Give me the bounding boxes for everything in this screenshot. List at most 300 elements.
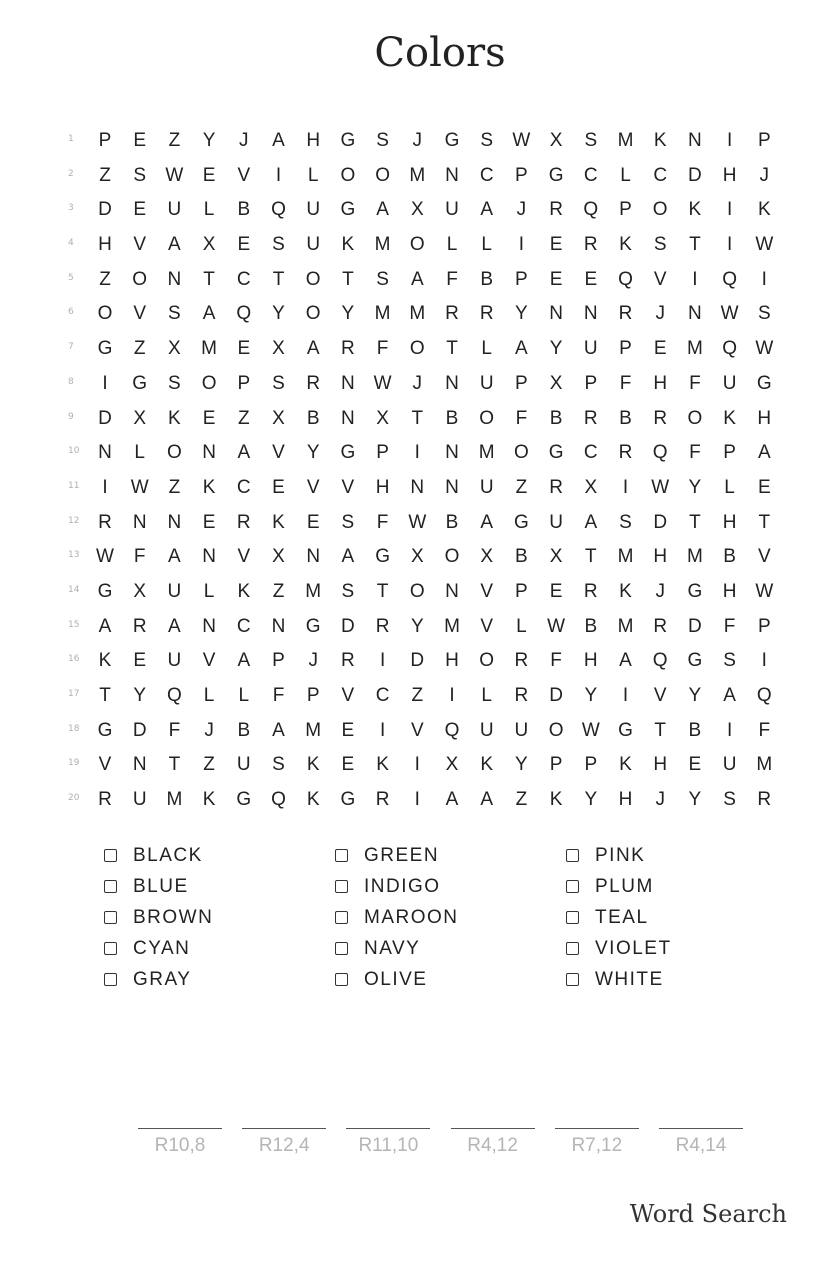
grid-cell[interactable]: H [375, 476, 390, 498]
grid-cell[interactable]: H [722, 580, 737, 602]
grid-cell[interactable]: Z [133, 338, 146, 360]
grid-cell[interactable]: H [445, 650, 459, 672]
grid-cell[interactable]: Q [722, 338, 737, 360]
grid-cell[interactable]: H [306, 130, 321, 151]
grid-cell[interactable]: N [132, 754, 147, 776]
grid-cell[interactable]: U [167, 580, 182, 602]
grid-cell[interactable]: F [133, 546, 146, 568]
grid-cell[interactable]: Q [652, 442, 668, 464]
grid-cell[interactable]: H [618, 789, 633, 811]
grid-cell[interactable]: R [618, 442, 633, 464]
grid-cell[interactable]: F [758, 719, 771, 741]
grid-cell[interactable]: I [726, 199, 733, 221]
grid-cell[interactable]: V [237, 546, 251, 568]
grid-cell[interactable]: V [202, 650, 216, 672]
grid-cell[interactable]: T [342, 268, 354, 290]
grid-cell[interactable]: P [376, 442, 389, 464]
grid-cell[interactable]: A [306, 338, 320, 360]
checkbox-icon[interactable] [104, 973, 117, 986]
grid-cell[interactable]: B [306, 407, 320, 429]
grid-cell[interactable]: M [756, 754, 773, 776]
grid-cell[interactable]: U [722, 754, 737, 776]
grid-cell[interactable]: L [516, 615, 527, 637]
grid-cell[interactable]: E [549, 268, 563, 290]
checkbox-icon[interactable] [566, 849, 579, 862]
grid-cell[interactable]: E [202, 407, 216, 429]
grid-cell[interactable]: P [757, 130, 771, 151]
grid-cell[interactable]: C [583, 164, 598, 186]
grid-cell[interactable]: W [720, 303, 739, 325]
grid-cell[interactable]: E [237, 338, 251, 360]
grid-cell[interactable]: X [410, 546, 424, 568]
grid-cell[interactable]: B [480, 268, 494, 290]
grid-cell[interactable]: I [379, 650, 386, 672]
grid-cell[interactable]: U [479, 372, 494, 394]
grid-cell[interactable]: D [98, 199, 112, 221]
checkbox-icon[interactable] [335, 849, 348, 862]
grid-cell[interactable]: B [688, 719, 702, 741]
grid-cell[interactable]: F [723, 615, 736, 637]
grid-cell[interactable]: K [272, 511, 285, 533]
grid-cell[interactable]: X [549, 130, 563, 151]
grid-cell[interactable]: I [102, 476, 108, 498]
grid-cell[interactable]: L [724, 476, 735, 498]
grid-cell[interactable]: R [757, 789, 772, 811]
grid-cell[interactable]: G [340, 130, 356, 151]
grid-cell[interactable]: Q [167, 685, 182, 706]
grid-cell[interactable]: R [583, 580, 598, 602]
grid-cell[interactable]: J [204, 719, 214, 741]
grid-cell[interactable]: F [689, 442, 701, 464]
grid-cell[interactable]: K [688, 199, 702, 221]
word-item[interactable] [104, 933, 324, 964]
grid-cell[interactable]: E [341, 754, 355, 776]
grid-cell[interactable]: X [202, 234, 216, 256]
grid-cell[interactable]: H [722, 164, 737, 186]
grid-cell[interactable]: W [547, 615, 566, 637]
grid-cell[interactable]: O [479, 407, 495, 429]
grid-cell[interactable]: L [307, 164, 319, 186]
grid-cell[interactable]: V [480, 580, 494, 602]
grid-cell[interactable]: Y [341, 303, 355, 325]
checkbox-icon[interactable] [335, 911, 348, 924]
grid-cell[interactable]: Q [618, 268, 633, 290]
grid-cell[interactable]: R [653, 407, 668, 429]
grid-cell[interactable]: A [619, 650, 632, 672]
grid-cell[interactable]: S [341, 580, 355, 602]
grid-cell[interactable]: A [272, 130, 285, 151]
grid-cell[interactable]: S [168, 372, 181, 394]
grid-cell[interactable]: G [340, 442, 356, 464]
word-item[interactable] [335, 902, 555, 933]
grid-cell[interactable]: B [723, 546, 736, 568]
grid-cell[interactable]: T [168, 754, 181, 776]
grid-cell[interactable]: Q [583, 199, 599, 221]
grid-cell[interactable]: C [479, 164, 494, 186]
grid-cell[interactable]: Q [652, 650, 668, 672]
grid-cell[interactable]: Y [133, 685, 147, 706]
grid-cell[interactable]: B [619, 407, 632, 429]
grid-cell[interactable]: A [480, 511, 494, 533]
grid-cell[interactable]: O [514, 442, 529, 464]
grid-cell[interactable]: O [340, 164, 356, 186]
grid-cell[interactable]: G [375, 546, 390, 568]
grid-cell[interactable]: P [515, 268, 528, 290]
grid-cell[interactable]: V [133, 234, 147, 256]
grid-cell[interactable]: E [306, 511, 320, 533]
grid-cell[interactable]: Y [549, 338, 563, 360]
grid-cell[interactable]: U [306, 234, 321, 256]
answer-slot[interactable] [242, 1128, 326, 1157]
grid-cell[interactable]: H [98, 234, 112, 256]
grid-cell[interactable]: K [619, 754, 632, 776]
grid-cell[interactable]: T [376, 580, 389, 602]
grid-cell[interactable]: P [723, 442, 736, 464]
grid-cell[interactable]: G [305, 615, 321, 637]
grid-cell[interactable]: K [202, 476, 216, 498]
grid-cell[interactable]: U [445, 199, 459, 221]
grid-cell[interactable]: I [761, 650, 767, 672]
grid-cell[interactable]: P [98, 130, 112, 151]
grid-cell[interactable]: U [306, 199, 321, 221]
grid-cell[interactable]: E [133, 130, 147, 151]
grid-cell[interactable]: R [618, 303, 633, 325]
grid-cell[interactable]: R [583, 407, 598, 429]
grid-cell[interactable]: I [414, 789, 420, 811]
grid-cell[interactable]: B [584, 615, 598, 637]
grid-cell[interactable]: R [236, 511, 251, 533]
grid-cell[interactable]: U [479, 719, 494, 741]
grid-cell[interactable]: X [445, 754, 459, 776]
grid-cell[interactable]: M [305, 580, 322, 602]
grid-cell[interactable]: E [757, 476, 771, 498]
grid-cell[interactable]: W [165, 164, 184, 186]
grid-cell[interactable]: M [374, 234, 391, 256]
grid-cell[interactable]: A [757, 442, 771, 464]
grid-cell[interactable]: N [306, 546, 321, 568]
grid-cell[interactable]: L [446, 234, 458, 256]
grid-cell[interactable]: E [341, 719, 355, 741]
grid-cell[interactable]: W [755, 580, 774, 602]
grid-cell[interactable]: Y [202, 130, 216, 151]
grid-cell[interactable]: L [481, 685, 492, 706]
grid-cell[interactable]: K [202, 789, 216, 811]
grid-cell[interactable]: V [653, 685, 667, 706]
grid-cell[interactable]: R [445, 303, 459, 325]
grid-cell[interactable]: T [689, 511, 701, 533]
grid-cell[interactable]: L [203, 685, 215, 706]
grid-cell[interactable]: L [203, 580, 215, 602]
grid-cell[interactable]: K [653, 130, 667, 151]
grid-cell[interactable]: M [617, 615, 634, 637]
grid-cell[interactable]: W [581, 719, 600, 741]
grid-cell[interactable]: S [653, 234, 667, 256]
grid-cell[interactable]: S [723, 789, 736, 811]
grid-cell[interactable]: V [480, 615, 494, 637]
grid-cell[interactable]: X [133, 407, 147, 429]
grid-cell[interactable]: O [444, 546, 460, 568]
grid-cell[interactable]: K [376, 754, 389, 776]
grid-cell[interactable]: U [167, 199, 182, 221]
grid-cell[interactable]: V [237, 164, 251, 186]
grid-cell[interactable]: R [514, 685, 529, 706]
grid-cell[interactable]: Z [99, 164, 111, 186]
grid-cell[interactable]: A [168, 615, 181, 637]
grid-cell[interactable]: Y [688, 476, 702, 498]
grid-cell[interactable]: U [514, 719, 529, 741]
grid-cell[interactable]: N [202, 442, 216, 464]
grid-cell[interactable]: N [98, 442, 112, 464]
grid-cell[interactable]: A [168, 234, 181, 256]
grid-cell[interactable]: R [132, 615, 147, 637]
grid-cell[interactable]: W [96, 546, 114, 568]
grid-cell[interactable]: G [687, 650, 703, 672]
grid-cell[interactable]: S [133, 164, 147, 186]
grid-cell[interactable]: I [726, 130, 733, 151]
grid-cell[interactable]: Q [722, 268, 737, 290]
grid-cell[interactable]: K [306, 789, 320, 811]
grid-cell[interactable]: M [409, 164, 426, 186]
grid-cell[interactable]: T [446, 338, 458, 360]
grid-cell[interactable]: P [237, 372, 251, 394]
word-item[interactable] [335, 933, 555, 964]
grid-cell[interactable]: F [550, 650, 562, 672]
word-item[interactable] [566, 871, 786, 902]
word-item[interactable] [566, 840, 786, 871]
grid-cell[interactable]: M [374, 303, 391, 325]
grid-cell[interactable]: D [688, 164, 702, 186]
grid-cell[interactable]: V [341, 476, 355, 498]
grid-cell[interactable]: V [341, 685, 355, 706]
grid-cell[interactable]: A [480, 789, 494, 811]
grid-cell[interactable]: R [549, 476, 563, 498]
word-item[interactable] [335, 964, 555, 995]
grid-cell[interactable]: T [203, 268, 215, 290]
grid-cell[interactable]: P [549, 754, 563, 776]
grid-cell[interactable]: H [722, 511, 737, 533]
grid-cell[interactable]: S [341, 511, 355, 533]
grid-cell[interactable]: T [584, 546, 597, 568]
grid-cell[interactable]: P [584, 372, 598, 394]
grid-cell[interactable]: K [168, 407, 181, 429]
grid-cell[interactable]: K [98, 650, 112, 672]
grid-cell[interactable]: Q [756, 685, 772, 706]
grid-cell[interactable]: M [686, 546, 703, 568]
grid-cell[interactable]: M [478, 442, 495, 464]
grid-cell[interactable]: A [272, 719, 285, 741]
grid-cell[interactable]: L [620, 164, 631, 186]
grid-cell[interactable]: S [480, 130, 494, 151]
grid-cell[interactable]: A [376, 199, 389, 221]
grid-cell[interactable]: X [133, 580, 147, 602]
grid-cell[interactable]: U [132, 789, 147, 811]
grid-cell[interactable]: U [722, 372, 737, 394]
grid-cell[interactable]: P [306, 685, 320, 706]
grid-cell[interactable]: X [376, 407, 389, 429]
grid-cell[interactable]: I [622, 685, 629, 706]
grid-cell[interactable]: Z [168, 476, 181, 498]
answer-slot[interactable] [659, 1128, 743, 1157]
grid-cell[interactable]: E [202, 511, 216, 533]
grid-cell[interactable]: D [341, 615, 355, 637]
grid-cell[interactable]: X [168, 338, 181, 360]
grid-cell[interactable]: I [449, 685, 455, 706]
grid-cell[interactable]: M [686, 338, 703, 360]
grid-cell[interactable]: H [757, 407, 772, 429]
grid-cell[interactable]: J [239, 130, 249, 151]
grid-cell[interactable]: O [305, 303, 321, 325]
grid-cell[interactable]: G [618, 719, 633, 741]
grid-cell[interactable]: R [479, 303, 494, 325]
grid-cell[interactable]: L [238, 685, 250, 706]
grid-cell[interactable]: F [272, 685, 285, 706]
grid-cell[interactable]: V [306, 476, 320, 498]
grid-cell[interactable]: J [516, 199, 527, 221]
grid-cell[interactable]: G [687, 580, 703, 602]
grid-cell[interactable]: N [167, 268, 182, 290]
grid-cell[interactable]: Y [688, 789, 702, 811]
grid-cell[interactable]: U [583, 338, 598, 360]
grid-cell[interactable]: X [272, 407, 285, 429]
grid-cell[interactable]: X [410, 199, 424, 221]
grid-cell[interactable]: N [583, 303, 598, 325]
grid-cell[interactable]: Z [515, 476, 528, 498]
grid-cell[interactable]: E [133, 650, 147, 672]
grid-cell[interactable]: O [479, 650, 495, 672]
grid-cell[interactable]: R [375, 789, 390, 811]
grid-cell[interactable]: J [655, 303, 665, 325]
grid-cell[interactable]: O [409, 580, 425, 602]
grid-cell[interactable]: M [617, 546, 634, 568]
grid-cell[interactable]: K [306, 754, 320, 776]
grid-cell[interactable]: R [653, 615, 668, 637]
grid-cell[interactable]: G [97, 580, 113, 602]
grid-cell[interactable]: O [548, 719, 564, 741]
grid-cell[interactable]: K [757, 199, 771, 221]
grid-cell[interactable]: T [654, 719, 666, 741]
grid-cell[interactable]: S [168, 303, 181, 325]
grid-cell[interactable]: N [549, 303, 563, 325]
grid-cell[interactable]: Z [515, 789, 528, 811]
grid-cell[interactable]: A [445, 789, 459, 811]
grid-cell[interactable]: A [341, 546, 355, 568]
grid-cell[interactable]: H [583, 650, 598, 672]
grid-cell[interactable]: L [481, 338, 492, 360]
grid-cell[interactable]: N [445, 372, 459, 394]
grid-cell[interactable]: O [409, 338, 425, 360]
grid-cell[interactable]: Z [237, 407, 250, 429]
grid-cell[interactable]: N [167, 511, 182, 533]
grid-cell[interactable]: A [237, 650, 251, 672]
grid-cell[interactable]: H [653, 372, 668, 394]
grid-cell[interactable]: G [132, 372, 148, 394]
grid-cell[interactable]: S [757, 303, 771, 325]
grid-cell[interactable]: A [723, 685, 736, 706]
grid-cell[interactable]: X [272, 546, 285, 568]
grid-cell[interactable]: W [651, 476, 670, 498]
grid-cell[interactable]: F [515, 407, 528, 429]
grid-cell[interactable]: Z [203, 754, 215, 776]
grid-cell[interactable]: M [201, 338, 217, 360]
grid-cell[interactable]: W [408, 511, 427, 533]
grid-cell[interactable]: J [655, 789, 665, 811]
grid-cell[interactable]: W [130, 476, 149, 498]
grid-cell[interactable]: K [237, 580, 251, 602]
word-item[interactable] [104, 902, 324, 933]
grid-cell[interactable]: C [236, 615, 251, 637]
word-item[interactable] [566, 933, 786, 964]
grid-cell[interactable]: P [584, 754, 598, 776]
word-item[interactable] [104, 964, 324, 995]
grid-cell[interactable]: E [549, 580, 563, 602]
grid-cell[interactable]: D [132, 719, 147, 741]
grid-cell[interactable]: F [689, 372, 701, 394]
checkbox-icon[interactable] [566, 973, 579, 986]
word-item[interactable] [566, 902, 786, 933]
grid-cell[interactable]: J [412, 372, 423, 394]
grid-cell[interactable]: R [341, 650, 355, 672]
grid-cell[interactable]: I [414, 754, 420, 776]
grid-cell[interactable]: I [622, 476, 629, 498]
grid-cell[interactable]: N [202, 546, 216, 568]
grid-cell[interactable]: C [375, 685, 390, 706]
grid-cell[interactable]: K [619, 580, 632, 602]
grid-cell[interactable]: I [379, 719, 386, 741]
grid-cell[interactable]: O [97, 303, 113, 325]
grid-cell[interactable]: G [97, 719, 113, 741]
grid-cell[interactable]: R [375, 615, 390, 637]
grid-cell[interactable]: D [653, 511, 668, 533]
grid-cell[interactable]: T [411, 407, 424, 429]
grid-cell[interactable]: T [758, 511, 771, 533]
grid-cell[interactable]: K [619, 234, 632, 256]
grid-cell[interactable]: E [237, 234, 251, 256]
grid-cell[interactable]: G [548, 442, 564, 464]
checkbox-icon[interactable] [566, 942, 579, 955]
grid-cell[interactable]: T [99, 685, 111, 706]
checkbox-icon[interactable] [566, 911, 579, 924]
grid-cell[interactable]: X [480, 546, 494, 568]
grid-cell[interactable]: N [271, 615, 286, 637]
checkbox-icon[interactable] [335, 880, 348, 893]
grid-cell[interactable]: D [549, 685, 563, 706]
grid-cell[interactable]: P [515, 372, 528, 394]
grid-cell[interactable]: G [236, 789, 252, 811]
grid-cell[interactable]: L [134, 442, 145, 464]
grid-cell[interactable]: T [689, 234, 701, 256]
grid-cell[interactable]: D [688, 615, 702, 637]
grid-cell[interactable]: K [723, 407, 736, 429]
answer-slot[interactable] [555, 1128, 639, 1157]
grid-cell[interactable]: P [757, 615, 771, 637]
grid-cell[interactable]: M [617, 130, 634, 151]
grid-cell[interactable]: I [275, 164, 282, 186]
grid-cell[interactable]: Q [236, 303, 252, 325]
grid-cell[interactable]: S [272, 234, 285, 256]
grid-cell[interactable]: B [445, 407, 459, 429]
grid-cell[interactable]: Y [515, 754, 528, 776]
grid-cell[interactable]: U [479, 476, 494, 498]
grid-cell[interactable]: U [549, 511, 563, 533]
grid-cell[interactable]: J [759, 164, 770, 186]
grid-cell[interactable]: R [514, 650, 529, 672]
grid-cell[interactable]: F [168, 719, 181, 741]
grid-cell[interactable]: N [445, 476, 459, 498]
grid-cell[interactable]: K [480, 754, 494, 776]
grid-cell[interactable]: E [202, 164, 216, 186]
grid-cell[interactable]: G [444, 130, 460, 151]
grid-cell[interactable]: B [237, 199, 251, 221]
